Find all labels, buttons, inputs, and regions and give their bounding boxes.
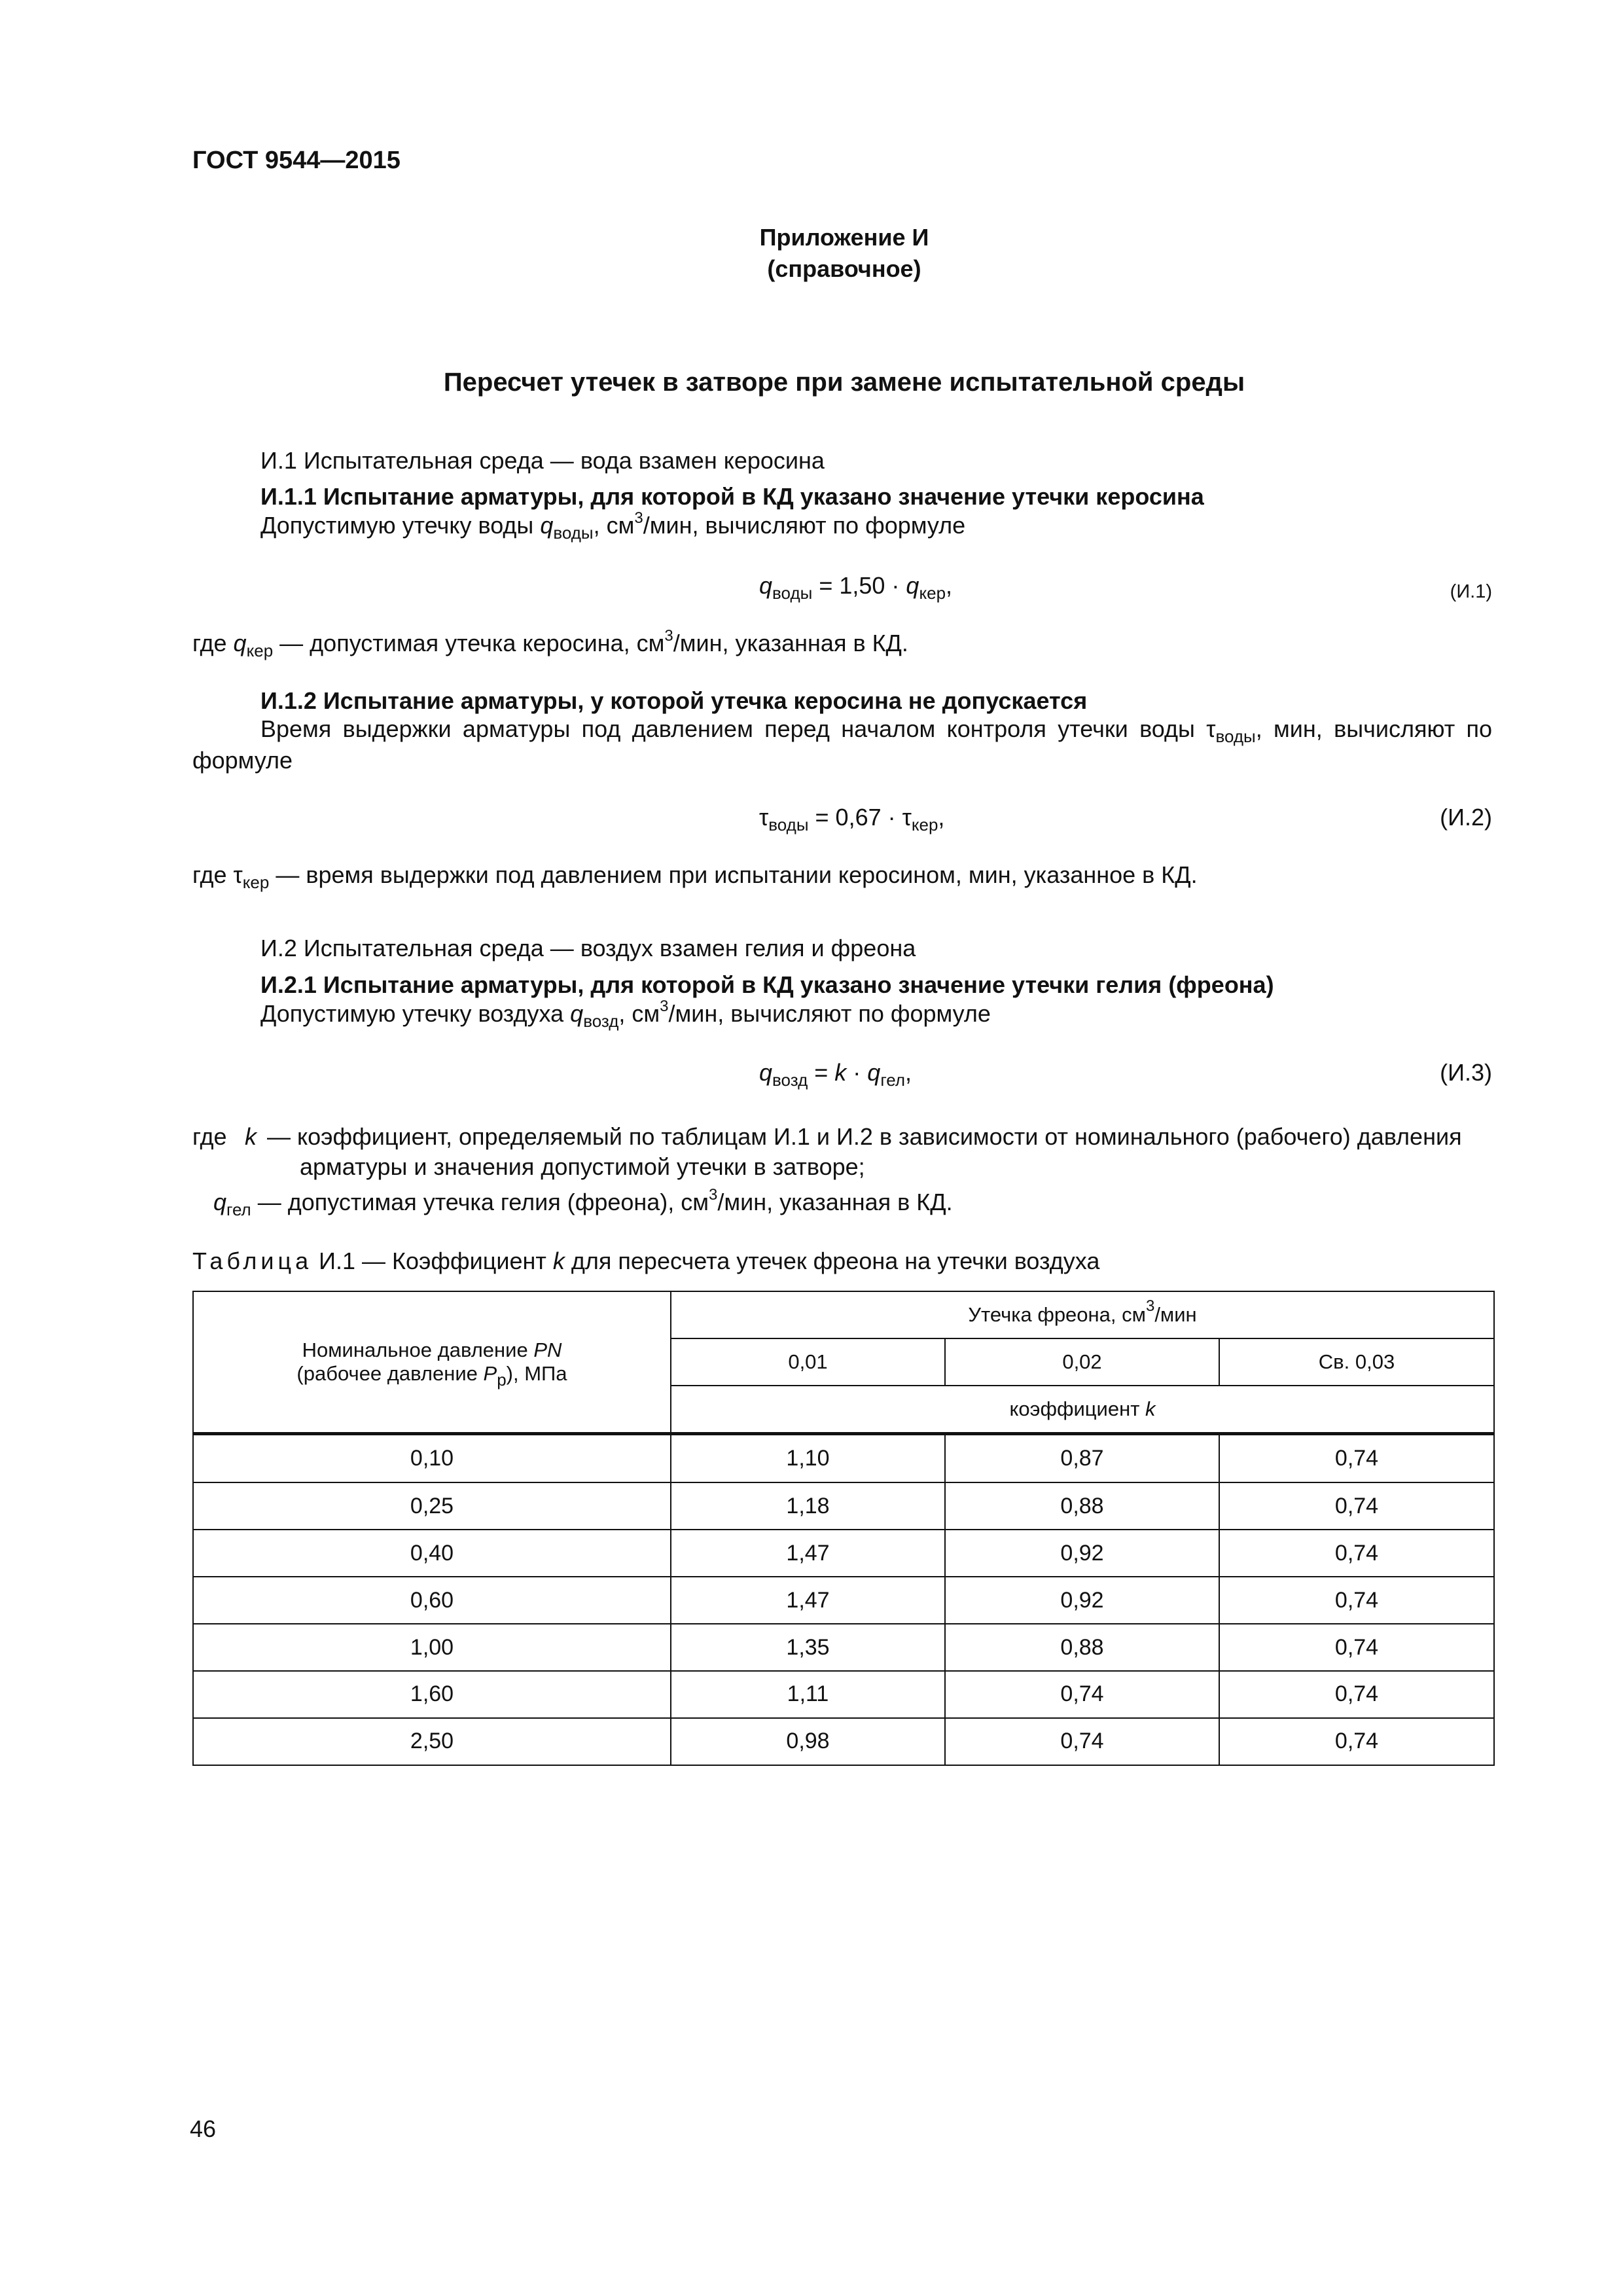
table-caption: Таблица И.1 — Коэффициент k для пересчета утечек фреона на утечки воздуха <box>192 1247 1100 1274</box>
table-row <box>193 1718 1494 1765</box>
paragraph-i12: Время выдержки арматуры под давлением перед началом контроля утечки воды $\tau_{воды}$, мин, вычисляют по формуле <box>192 715 1493 774</box>
header-pressure-line1: Номинальное давление PN <box>302 1338 562 1361</box>
subsection-heading-i12: И.1.2 Испытание арматуры, у которой утечка керосина не допускается <box>260 687 1088 714</box>
table-cell: 2,50 <box>193 1718 671 1765</box>
header-coefficient: коэффициент k <box>671 1386 1494 1434</box>
paragraph-i21: Допустимую утечку воздуха $q_{возд}$, $см^3$/мин, вычисляют по формуле <box>260 997 991 1031</box>
where-clause-i2: где $\tau_{кер}$ — время выдержки под давлением при испытании керосином, мин, указанное в КД. <box>192 861 1198 892</box>
table-cell: 0,74 <box>1219 1718 1494 1765</box>
table-cell: 0,74 <box>1219 1671 1494 1718</box>
table-cell: 0,74 <box>1219 1434 1494 1483</box>
coefficient-table <box>192 1291 1495 1766</box>
table-row <box>193 1482 1494 1530</box>
table-row <box>193 1577 1494 1624</box>
equation-number-i2: (И.2) <box>1440 804 1492 831</box>
where-label: где <box>192 1123 227 1150</box>
table-cell: 1,47 <box>671 1577 945 1624</box>
paragraph-i11: Допустимую утечку воды $q_{воды}$, $см^3$/мин, вычисляют по формуле <box>260 509 966 543</box>
table-cell: 0,10 <box>193 1434 671 1483</box>
table-cell: 0,74 <box>1219 1577 1494 1624</box>
table-cell: 0,25 <box>193 1482 671 1530</box>
table-row <box>193 1530 1494 1577</box>
table-cell: 0,88 <box>945 1482 1219 1530</box>
formula-i3: $q_{возд} = k \cdot q_{гел}$, <box>759 1059 912 1090</box>
table-row <box>193 1624 1494 1671</box>
table-row <box>193 1671 1494 1718</box>
table-cell: 1,47 <box>671 1530 945 1577</box>
page-number: 46 <box>190 2115 217 2142</box>
header-leak-col: 0,02 <box>945 1338 1219 1386</box>
where-text-k-cont: арматуры и значения допустимой утечки в затворе; <box>300 1153 865 1180</box>
header-pressure <box>193 1291 671 1434</box>
section-heading-i2: И.2 Испытательная среда — воздух взамен гелия и фреона <box>260 935 916 961</box>
table-cell: 0,74 <box>945 1671 1219 1718</box>
appendix-type: (справочное) <box>767 255 921 282</box>
formula-i2: $\tau_{воды} = 0,67 \cdot \tau_{кер}$, <box>759 804 945 834</box>
table-cell: 0,88 <box>945 1624 1219 1671</box>
table-cell: 0,98 <box>671 1718 945 1765</box>
where-clause-qgel: $q_{гел}$ — допустимая утечка гелия (фреона), $см^3$/мин, указанная в КД. <box>213 1186 953 1219</box>
table-cell: 0,74 <box>1219 1624 1494 1671</box>
table-cell: 0,92 <box>945 1577 1219 1624</box>
header-leak-col: Св. 0,03 <box>1219 1338 1494 1386</box>
table-cell: 0,92 <box>945 1530 1219 1577</box>
table-cell: 0,74 <box>1219 1530 1494 1577</box>
subsection-heading-i11: И.1.1 Испытание арматуры, для которой в КД указано значение утечки керосина <box>260 483 1204 510</box>
section-title: Пересчет утечек в затворе при замене испытательной среды <box>443 368 1245 397</box>
table-cell: 1,60 <box>193 1671 671 1718</box>
formula-i1: $q_{воды} = 1,50 \cdot q_{кер}$, <box>759 572 953 603</box>
equation-number-i3: (И.3) <box>1440 1059 1492 1086</box>
section-heading-i1: И.1 Испытательная среда — вода взамен керосина <box>260 447 825 474</box>
table-cell: 1,35 <box>671 1624 945 1671</box>
table-cell: 1,00 <box>193 1624 671 1671</box>
table-cell: 0,74 <box>1219 1482 1494 1530</box>
where-text-k: — коэффициент, определяемый по таблицам И.1 и И.2 в зависимости от номинального (рабочего) давления <box>267 1123 1462 1150</box>
table-cell: 0,60 <box>193 1577 671 1624</box>
document-header: ГОСТ 9544—2015 <box>192 147 401 174</box>
header-leak-group: Утечка фреона, $см^3$/мин <box>671 1291 1494 1338</box>
header-leak-col: 0,01 <box>671 1338 945 1386</box>
where-var-k: k <box>245 1123 257 1150</box>
table-cell: 1,11 <box>671 1671 945 1718</box>
header-pressure-line2: (рабочее давление $P_р$), МПа <box>296 1362 567 1390</box>
table-cell: 1,10 <box>671 1434 945 1483</box>
table-cell: 0,87 <box>945 1434 1219 1483</box>
table-cell: 0,40 <box>193 1530 671 1577</box>
where-clause-i1: где $q_{кер}$ — допустимая утечка керосина, $см^3$/мин, указанная в КД. <box>192 627 908 660</box>
appendix-title: Приложение И <box>759 224 929 251</box>
table-row <box>193 1434 1494 1483</box>
subsection-heading-i21: И.2.1 Испытание арматуры, для которой в КД указано значение утечки гелия (фреона) <box>260 971 1274 998</box>
table-cell: 1,18 <box>671 1482 945 1530</box>
equation-number-i1: (И.1) <box>1450 581 1492 602</box>
table-cell: 0,74 <box>945 1718 1219 1765</box>
